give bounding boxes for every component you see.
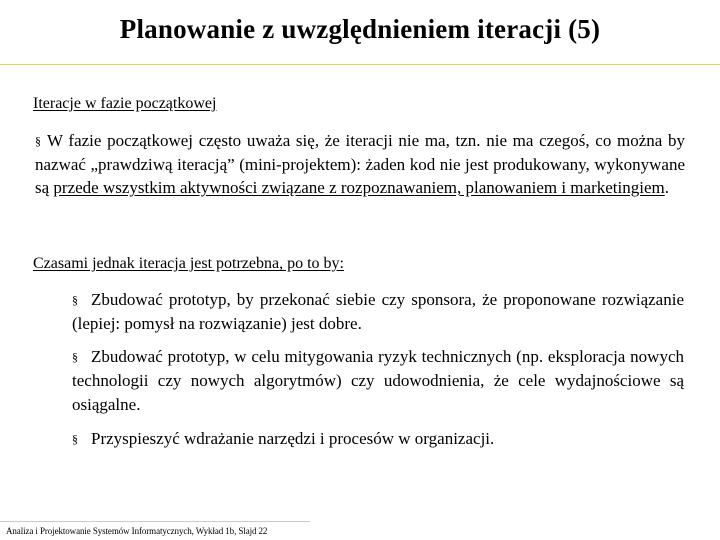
slide-title: Planowanie z uwzględnieniem iteracji (5) <box>119 14 601 44</box>
title-divider <box>0 64 720 65</box>
list-item-text: Zbudować prototyp, by przekonać siebie czy sponsora, że proponowane rozwiązanie (lepiej: pomysł na rozwiązanie) jest dobre. <box>72 290 684 333</box>
bullet-icon: § <box>72 293 78 307</box>
section-heading: Iteracje w fazie początkowej <box>33 95 217 112</box>
intro-text-before: W fazie początkowej często uważa się, że iteracji nie ma, tzn. nie ma czegoś, co można by nazwać „prawdziwą iteracją” (mini-projektem): żaden kod nie jest produkowany, wykonywane są <box>35 131 685 197</box>
slide-footer: Analiza i Projektowanie Systemów Informatycznych, Wykład 1b, Slajd 22 <box>6 526 268 536</box>
subheading: Czasami jednak iteracja jest potrzebna, po to by: <box>33 255 344 272</box>
list-item-text: Zbudować prototyp, w celu mitygowania ryzyk technicznych (np. eksploracja nowych technologii czy nowych algorytmów) czy udowodnienia, że cele wydajnościowe są osiągalne. <box>72 347 684 414</box>
intro-underlined-text: przede wszystkim aktywności związane z rozpoznawaniem, planowaniem i marketingiem <box>53 178 665 197</box>
list-item <box>72 345 684 417</box>
footer-divider <box>0 521 310 522</box>
list-item <box>72 288 684 336</box>
bullet-icon: § <box>72 432 78 446</box>
list-item-text: Przyspieszyć wdrażanie narzędzi i procesów w organizacji. <box>91 429 495 448</box>
intro-paragraph <box>35 129 685 199</box>
intro-text-after: . <box>664 178 669 197</box>
list-item <box>72 427 684 451</box>
bullet-icon: § <box>72 350 78 364</box>
bullet-icon: § <box>35 134 41 148</box>
